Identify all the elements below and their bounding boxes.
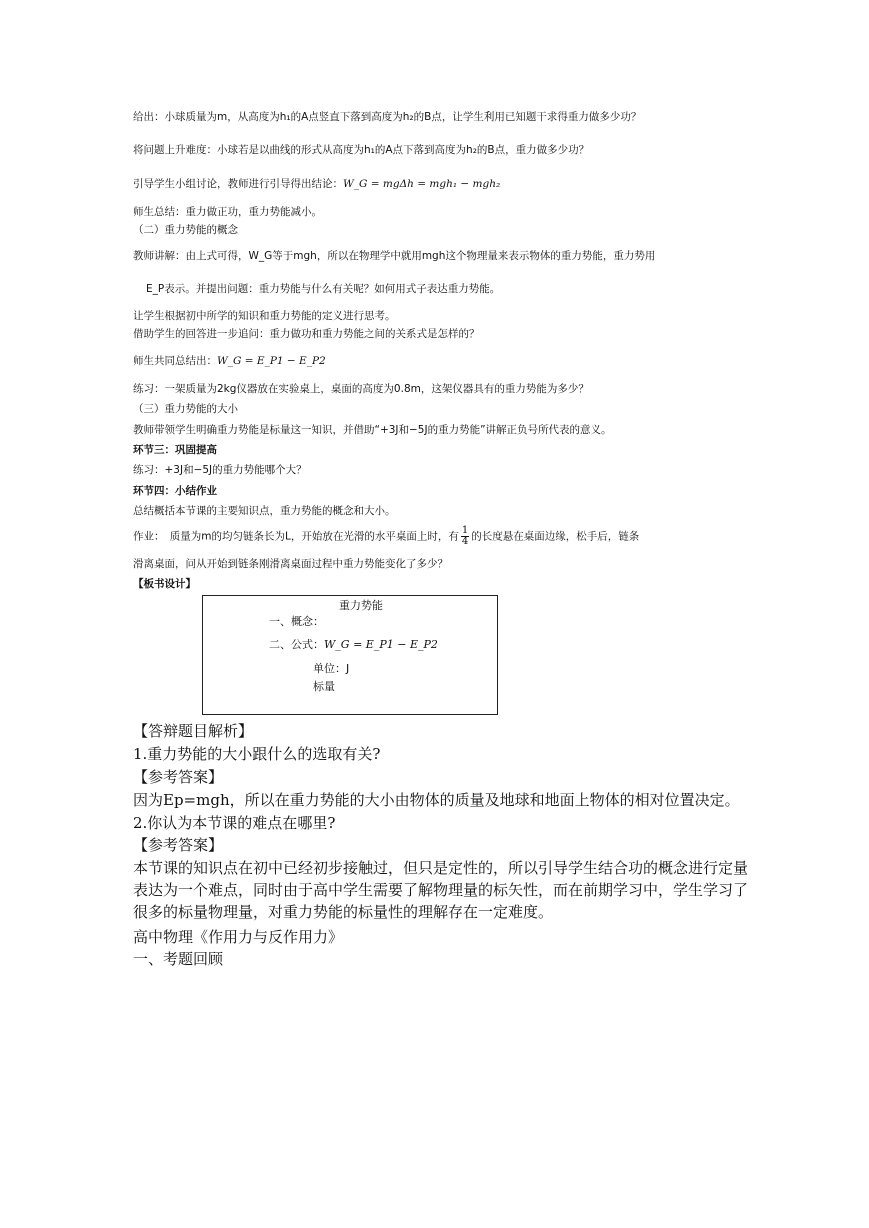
answer-label: 【参考答案】 <box>133 836 224 854</box>
board-item-concept: 一、概念： <box>269 615 324 628</box>
text-line: 将问题上升难度：小球若是以曲线的形式从高度为h₁的A点下落到高度为h₂的B点，重力做多少功？ <box>133 144 590 156</box>
question: 2.你认为本节课的难点在哪里? <box>133 814 336 832</box>
text-line: 练习：一架质量为2kg仪器放在实验桌上，桌面的高度为0.8m，这架仪器具有的重力势能为多少？ <box>133 383 589 395</box>
answer-text: 因为Ep=mgh，所以在重力势能的大小由物体的质量及地球和地面上物体的相对位置决定。 <box>133 791 740 809</box>
text-line: 教师讲解：由上式可得，W_G等于mgh，所以在物理学中就用mgh这个物理量来表示物体的重力势能，重力势用 <box>133 250 656 262</box>
board-design-box <box>202 595 498 715</box>
section-heading: 【板书设计】 <box>133 578 196 590</box>
text-line: 借助学生的回答进一步追问：重力做功和重力势能之间的关系式是怎样的？ <box>133 328 480 340</box>
text-line: E_P表示。并提出问题：重力势能与什么有关呢？如何用式子表达重力势能。 <box>146 283 501 295</box>
board-item-label: 二、公式： <box>269 638 324 651</box>
formula: W_G = mgΔh = mgh₁ − mgh₂ <box>343 178 501 190</box>
text-line <box>133 354 326 368</box>
fraction-denominator: 4 <box>461 536 469 547</box>
formula: W_G = E_P1 − E_P2 <box>217 355 326 367</box>
text-segment: 的长度悬在桌面边缘，松手后，链条 <box>471 530 640 543</box>
formula: W_G = E_P1 − E_P2 <box>324 638 438 651</box>
analysis-heading: 【答辩题目解析】 <box>133 722 254 740</box>
text-line: 给出：小球质量为m，从高度为h₁的A点竖直下落到高度为h₂的B点，让学生利用已知题干求得重力做多少功？ <box>133 111 642 123</box>
text-segment: 师生共同总结出： <box>133 355 217 367</box>
board-scalar: 标量 <box>313 680 335 693</box>
text-line: 总结概括本节课的主要知识点，重力势能的概念和大小。 <box>133 505 396 517</box>
next-section-heading: 一、考题回顾 <box>133 950 224 968</box>
section-heading: （三）重力势能的大小 <box>133 403 238 415</box>
text-line: 滑离桌面，问从开始到链条刚滑离桌面过程中重力势能变化了多少？ <box>133 558 448 570</box>
answer-label: 【参考答案】 <box>133 768 224 786</box>
section-heading: （二）重力势能的概念 <box>133 224 238 236</box>
board-item-formula <box>269 638 438 652</box>
text-line <box>133 526 639 547</box>
fraction-numerator: 1 <box>461 525 469 536</box>
text-line: 练习：+3J和−5J的重力势能哪个大？ <box>133 464 307 476</box>
next-lesson-title: 高中物理《作用力与反作用力》 <box>133 928 344 946</box>
text-line <box>133 177 500 191</box>
text-segment: 作业： 质量为m的均匀链条长为L，开始放在光滑的水平桌面上时，有 <box>133 530 459 543</box>
fraction <box>461 526 469 547</box>
text-line: 师生总结：重力做正功，重力势能减小。 <box>133 206 322 218</box>
board-title: 重力势能 <box>339 599 383 612</box>
text-line: 让学生根据初中所学的知识和重力势能的定义进行思考。 <box>133 310 396 322</box>
text-line: 教师带领学生明确重力势能是标量这一知识，并借助“+3J和−5J的重力势能”讲解正负号所代表的意义。 <box>133 424 612 436</box>
board-unit: 单位：J <box>313 662 350 675</box>
question: 1.重力势能的大小跟什么的选取有关? <box>133 745 381 763</box>
text-segment: 引导学生小组讨论，教师进行引导得出结论： <box>133 178 343 190</box>
answer-text: 本节课的知识点在初中已经初步接触过，但只是定性的，所以引导学生结合功的概念进行定量表达为一个难点，同时由于高中学生需要了解物理量的标矢性，而在前期学习中，学生学习了很多的标量物理量，对重力势能的标量性的理解存在一定难度。 <box>133 859 749 921</box>
section-heading: 环节三：巩固提高 <box>133 444 217 456</box>
section-heading: 环节四：小结作业 <box>133 485 217 497</box>
